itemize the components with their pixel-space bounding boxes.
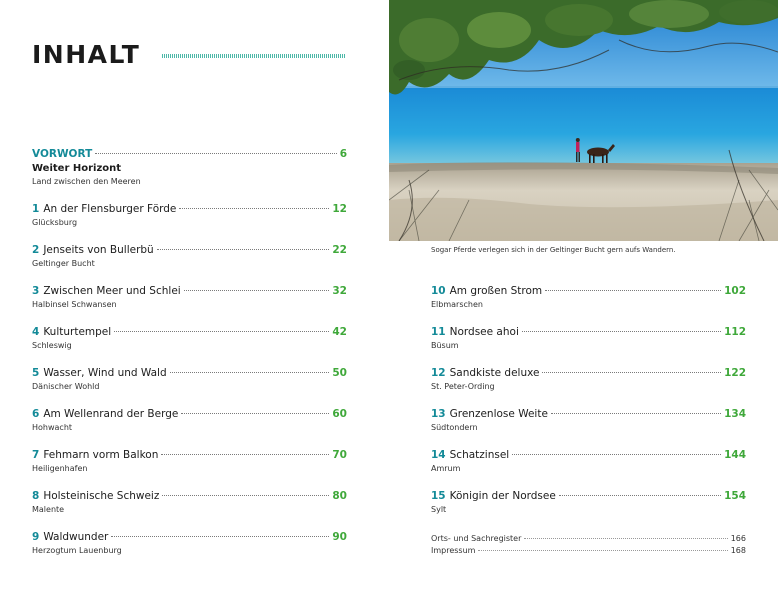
toc-entry-5[interactable] <box>32 367 347 392</box>
chapter-page: 134 <box>724 408 746 420</box>
dot-leader <box>524 538 727 539</box>
chapter-title: Fehmarn vorm Balkon <box>43 449 159 461</box>
chapter-place: Südtondern <box>431 423 478 432</box>
vorwort-page: 6 <box>339 148 347 160</box>
chapter-number: 1 <box>32 203 40 215</box>
chapter-number: 8 <box>32 490 40 502</box>
chapter-place: Herzogtum Lauenburg <box>32 546 122 555</box>
photo-illustration <box>389 0 778 241</box>
dot-leader <box>114 331 329 332</box>
appendix-page: 168 <box>730 546 746 555</box>
chapter-page: 90 <box>332 531 347 543</box>
chapter-title: Schatzinsel <box>449 449 510 461</box>
chapter-place: Halbinsel Schwansen <box>32 300 117 309</box>
dot-leader <box>181 413 329 414</box>
chapter-place: Schleswig <box>32 341 72 350</box>
chapter-title: Sandkiste deluxe <box>449 367 540 379</box>
chapter-number: 9 <box>32 531 40 543</box>
chapter-place: Malente <box>32 505 65 514</box>
dot-leader <box>170 372 330 373</box>
chapter-page: 112 <box>724 326 746 338</box>
chapter-number: 4 <box>32 326 40 338</box>
toc-entry-10[interactable] <box>431 285 746 310</box>
chapter-place: Elbmarschen <box>431 300 483 309</box>
chapter-title: Nordsee ahoi <box>449 326 519 338</box>
toc-entry-vorwort[interactable] <box>32 148 347 187</box>
dot-leader <box>161 454 329 455</box>
chapter-page: 22 <box>332 244 347 256</box>
dot-leader <box>545 290 721 291</box>
chapter-page: 122 <box>724 367 746 379</box>
chapter-page: 80 <box>332 490 347 502</box>
chapter-page: 70 <box>332 449 347 461</box>
chapter-place: Hohwacht <box>32 423 73 432</box>
chapter-place: Sylt <box>431 505 447 514</box>
title-dotted-rule <box>162 54 345 58</box>
chapter-number: 10 <box>431 285 446 297</box>
chapter-page: 32 <box>332 285 347 297</box>
toc-entry-7[interactable] <box>32 449 347 474</box>
appendix-title: Impressum <box>431 546 476 555</box>
chapter-place: Glücksburg <box>32 218 78 227</box>
chapter-page: 154 <box>724 490 746 502</box>
dot-leader <box>157 249 330 250</box>
chapter-page: 50 <box>332 367 347 379</box>
toc-entry-2[interactable] <box>32 244 347 269</box>
toc-entry-1[interactable] <box>32 203 347 228</box>
dot-leader <box>95 153 336 154</box>
chapter-number: 13 <box>431 408 446 420</box>
chapter-place: Geltinger Bucht <box>32 259 95 268</box>
chapter-place: Heiligenhafen <box>32 464 88 473</box>
appendix-page: 166 <box>730 534 746 543</box>
vorwort-heading: Weiter Horizont <box>32 163 122 174</box>
dot-leader <box>111 536 329 537</box>
appendix-entry-impressum[interactable] <box>431 545 746 557</box>
chapter-place: Büsum <box>431 341 459 350</box>
vorwort-label: VORWORT <box>32 148 93 160</box>
toc-entry-11[interactable] <box>431 326 746 351</box>
chapter-number: 2 <box>32 244 40 256</box>
chapter-page: 144 <box>724 449 746 461</box>
appendix-entry-register[interactable] <box>431 533 746 545</box>
chapter-title: Wasser, Wind und Wald <box>43 367 167 379</box>
chapter-page: 12 <box>332 203 347 215</box>
dot-leader <box>162 495 329 496</box>
chapter-number: 7 <box>32 449 40 461</box>
toc-right-page <box>389 0 778 600</box>
chapter-page: 42 <box>332 326 347 338</box>
chapter-title: Zwischen Meer und Schlei <box>43 285 181 297</box>
chapter-title: Kulturtempel <box>43 326 112 338</box>
chapter-page: 102 <box>724 285 746 297</box>
chapter-title: Waldwunder <box>43 531 109 543</box>
dot-leader <box>542 372 721 373</box>
toc-entry-8[interactable] <box>32 490 347 515</box>
toc-entry-3[interactable] <box>32 285 347 310</box>
chapter-title: Holsteinische Schweiz <box>43 490 160 502</box>
toc-entry-13[interactable] <box>431 408 746 433</box>
toc-appendix <box>431 533 746 557</box>
chapter-number: 14 <box>431 449 446 461</box>
toc-entry-14[interactable] <box>431 449 746 474</box>
page-title: INHALT <box>32 40 141 69</box>
chapter-number: 15 <box>431 490 446 502</box>
chapter-title: Jenseits von Bullerbü <box>43 244 154 256</box>
vorwort-subtitle: Land zwischen den Meeren <box>32 177 141 186</box>
toc-entry-9[interactable] <box>32 531 347 556</box>
photo-caption: Sogar Pferde verlegen sich in der Geltinger Bucht gern aufs Wandern. <box>431 246 676 254</box>
toc-entry-12[interactable] <box>431 367 746 392</box>
chapter-number: 3 <box>32 285 40 297</box>
chapter-place: Amrum <box>431 464 461 473</box>
beach-horse-photo <box>389 0 778 241</box>
toc-entry-4[interactable] <box>32 326 347 351</box>
chapter-number: 12 <box>431 367 446 379</box>
chapter-page: 60 <box>332 408 347 420</box>
chapter-number: 11 <box>431 326 446 338</box>
chapter-title: An der Flensburger Förde <box>43 203 177 215</box>
chapter-title: Am Wellenrand der Berge <box>43 408 179 420</box>
chapter-place: Dänischer Wohld <box>32 382 100 391</box>
dot-leader <box>551 413 721 414</box>
appendix-title: Orts- und Sachregister <box>431 534 522 543</box>
dot-leader <box>179 208 329 209</box>
dot-leader <box>184 290 330 291</box>
chapter-place: St. Peter-Ording <box>431 382 495 391</box>
toc-entry-15[interactable] <box>431 490 746 515</box>
dot-leader <box>522 331 721 332</box>
dot-leader <box>559 495 721 496</box>
toc-entry-6[interactable] <box>32 408 347 433</box>
chapter-title: Grenzenlose Weite <box>449 408 548 420</box>
dot-leader <box>478 550 727 551</box>
chapter-title: Am großen Strom <box>449 285 543 297</box>
chapter-number: 5 <box>32 367 40 379</box>
chapter-number: 6 <box>32 408 40 420</box>
chapter-title: Königin der Nordsee <box>449 490 556 502</box>
dot-leader <box>512 454 721 455</box>
